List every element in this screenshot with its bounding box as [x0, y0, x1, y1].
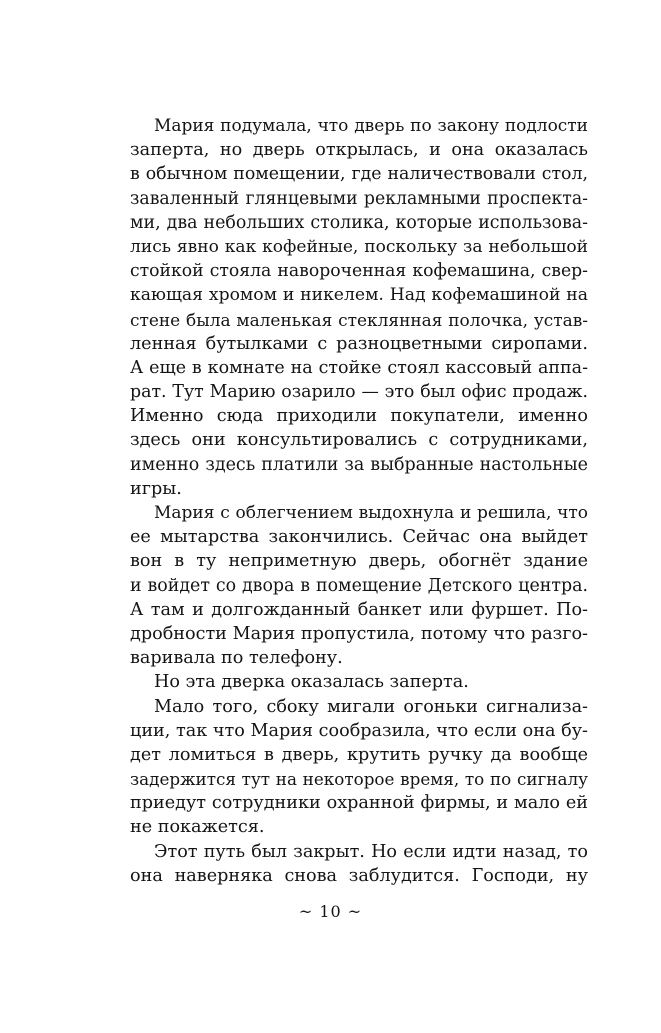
text-line: и войдет со двора в помещение Детского центра. — [130, 575, 588, 596]
text-line: вон в ту неприметную дверь, обогнёт здание — [130, 551, 588, 572]
text-line: заваленный глянцевыми рекламными проспекта- — [130, 188, 588, 209]
text-line: в обычном помещении, где наличествовали стол, — [130, 164, 588, 185]
text-line: здесь они консультировались с сотрудниками, — [130, 430, 588, 451]
paragraph-4 — [130, 695, 588, 840]
text-line: задержится тут на некоторое время, то по сигналу — [130, 769, 588, 790]
text-line: Этот путь был закрыт. Но если идти назад, то — [154, 841, 588, 862]
text-line: ми, два небольших столика, которые использова- — [130, 212, 588, 233]
text-line: ции, так что Мария сообразила, что если она бу- — [130, 720, 588, 741]
paragraph-5 — [130, 840, 588, 888]
text-line: варивала по телефону. — [130, 648, 343, 669]
text-line: дет ломиться в дверь, крутить ручку да вообще — [130, 744, 588, 765]
text-line: не покажется. — [130, 817, 265, 838]
text-line: стене была маленькая стеклянная полочка, устав- — [130, 309, 588, 330]
text-line: заперта, но дверь открылась, и она оказалась — [130, 140, 588, 161]
text-line: рат. Тут Марию озарило — это был офис продаж. — [130, 382, 588, 403]
text-line: игры. — [130, 478, 182, 499]
text-line: А там и долгожданный банкет или фуршет. По- — [130, 599, 588, 620]
text-line: кающая хромом и никелем. Над кофемашиной на — [130, 285, 588, 306]
text-line: Именно сюда приходили покупатели, именно — [130, 406, 588, 427]
text-line: Мария подумала, что дверь по закону подлости — [154, 116, 588, 136]
text-line: Мало того, сбоку мигали огоньки сигнализа- — [154, 696, 588, 717]
paragraph-2 — [130, 501, 588, 670]
body-text — [130, 114, 588, 888]
text-line: стойкой стояла навороченная кофемашина, свер- — [130, 261, 588, 282]
text-line: дробности Мария пропустила, потому что разго- — [130, 623, 588, 644]
text-line: А еще в комнате на стойке стоял кассовый аппа- — [130, 357, 588, 378]
text-line: лись явно как кофейные, поскольку за небольшой — [130, 236, 588, 257]
text-line: Мария с облегчением выдохнула и решила, что — [154, 503, 588, 523]
text-line: Но эта дверка оказалась заперта. — [154, 672, 469, 693]
text-line: ее мытарства закончились. Сейчас она выйдет — [130, 527, 588, 548]
text-line: именно здесь платили за выбранные настольные — [130, 454, 588, 475]
paragraph-3 — [130, 670, 588, 694]
text-line: она наверняка снова заблудится. Господи, ну — [130, 865, 588, 886]
text-line: приедут сотрудники охранной фирмы, и мало ей — [130, 793, 588, 814]
paragraph-1 — [130, 114, 588, 501]
text-line: ленная бутылками с разноцветными сиропами. — [130, 333, 588, 354]
page-number: ~ 10 ~ — [298, 902, 363, 921]
